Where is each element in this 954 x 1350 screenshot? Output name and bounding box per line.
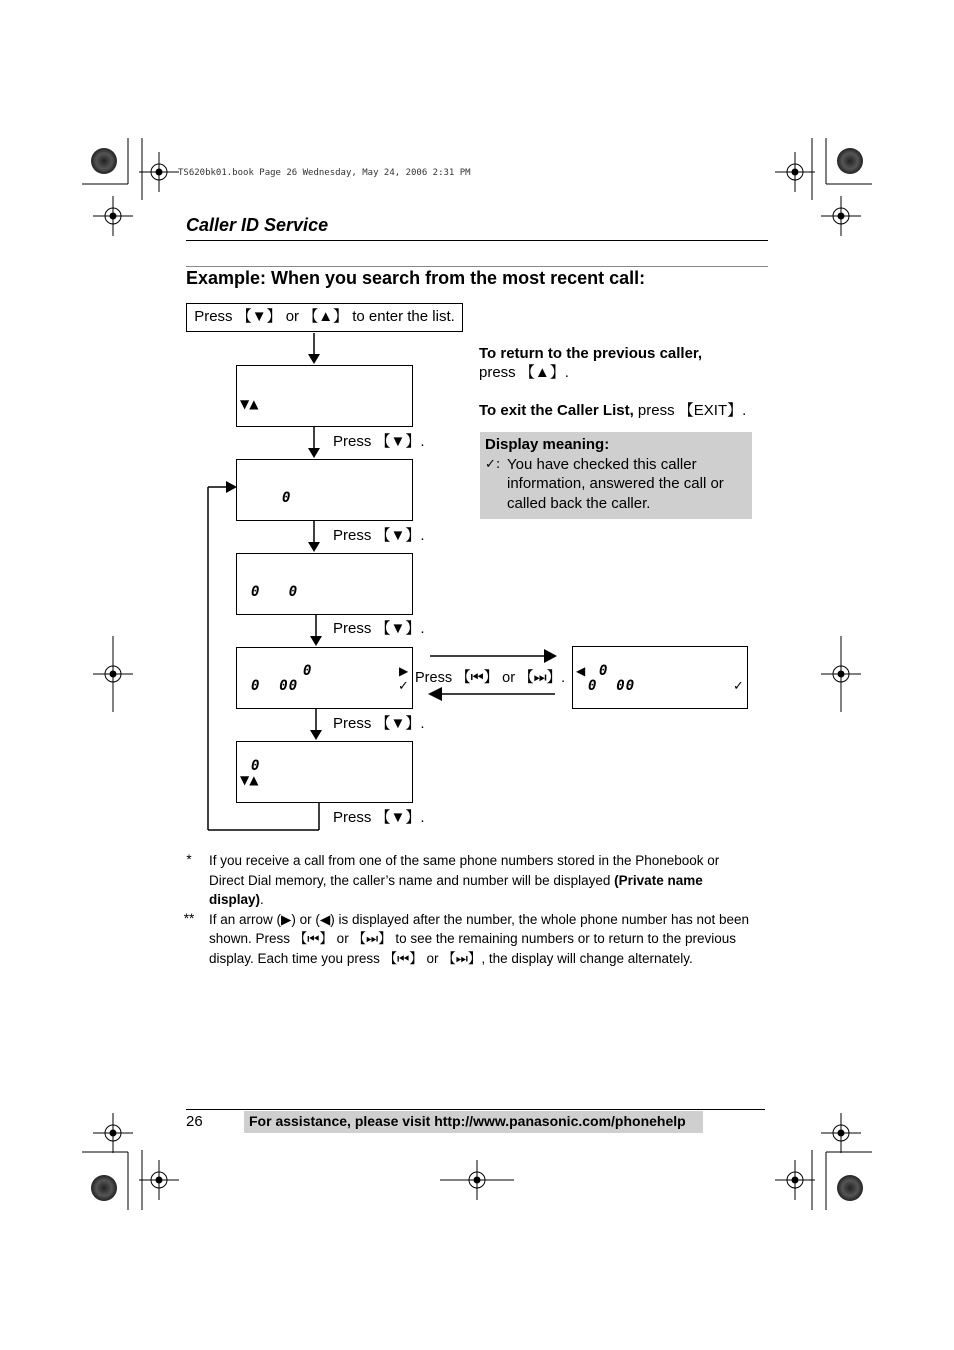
lcd-text: 0: [282, 490, 292, 506]
assistance-banner: For assistance, please visit http://www.panasonic.com/phonehelp: [244, 1111, 703, 1133]
print-header: TS620bk01.book Page 26 Wednesday, May 24, 2006 2:31 PM: [178, 168, 471, 178]
footnote-mark: **: [183, 910, 195, 926]
return-note-rest: press 【▲】.: [479, 364, 569, 381]
lcd-text: 0 0: [251, 584, 299, 600]
footnotes: [183, 851, 756, 968]
display-meaning-text: You have checked this caller information, answered the call or called back the caller.: [507, 455, 724, 512]
footnote: [186, 851, 756, 910]
press-skip-label: Press 【⏮】 or 【⏭】.: [415, 670, 566, 686]
display-meaning-box: [480, 432, 752, 519]
exit-note: [479, 401, 759, 420]
return-note: [479, 344, 749, 382]
page-number: 26: [186, 1113, 203, 1130]
lcd-text: 0 00: [588, 678, 636, 694]
up-down-arrows-icon: ▼▲: [240, 397, 259, 411]
press-down-label: Press 【▼】.: [333, 433, 425, 450]
check-icon: ✓:: [485, 456, 501, 472]
footnote-text: If an arrow (▶) or (◀) is displayed after the number, the whole phone number has not been shown. Press 【⏮】 or 【⏭】 to see the remaining numbers or to return to the previous display. Each time you press 【⏮】 or 【⏭】, the display will change alternately.: [209, 911, 750, 966]
exit-note-bold: To exit the Caller List,: [479, 402, 634, 419]
check-icon: ✓: [398, 679, 409, 694]
lcd-text: 0: [599, 663, 609, 679]
check-icon: ✓: [733, 679, 744, 694]
press-down-label: Press 【▼】.: [333, 620, 425, 637]
left-arrow-icon: ◀: [576, 664, 586, 678]
footnote-mark: *: [186, 852, 192, 867]
press-down-label: Press 【▼】.: [333, 809, 425, 826]
footnote-bold: (Private name display): [209, 872, 703, 907]
lcd-display-1: [236, 365, 413, 427]
start-instruction-text: Press 【▼】 or 【▲】 to enter the list.: [194, 308, 455, 325]
exit-note-rest: press 【EXIT】.: [633, 402, 747, 419]
lcd-display-4: [236, 647, 413, 709]
section-title: Caller ID Service: [186, 215, 329, 235]
up-down-arrows-icon: ▼▲: [240, 773, 259, 787]
lcd-text: 0: [251, 758, 261, 774]
footer-rule: [186, 1109, 765, 1110]
footnote-text: If you receive a call from one of the same phone numbers stored in the Phonebook or Direct Dial memory, the caller’s name and number will be displayed: [209, 853, 720, 888]
press-down-label: Press 【▼】.: [333, 527, 425, 544]
lcd-display-3: [236, 553, 413, 615]
footnote-tail: .: [260, 892, 264, 907]
lcd-display-2: [236, 459, 413, 521]
lcd-text: 0 00: [251, 678, 299, 694]
lcd-display-5: [236, 741, 413, 803]
footnote: [183, 910, 756, 969]
lcd-text: 0: [303, 663, 313, 679]
lcd-display-6: [572, 646, 748, 709]
right-arrow-icon: ▶: [399, 664, 409, 678]
return-note-bold: To return to the previous caller,: [479, 345, 703, 362]
example-title: Example: When you search from the most recent call:: [186, 268, 646, 288]
press-down-label: Press 【▼】.: [333, 715, 425, 732]
display-meaning-title: Display meaning:: [485, 436, 610, 453]
